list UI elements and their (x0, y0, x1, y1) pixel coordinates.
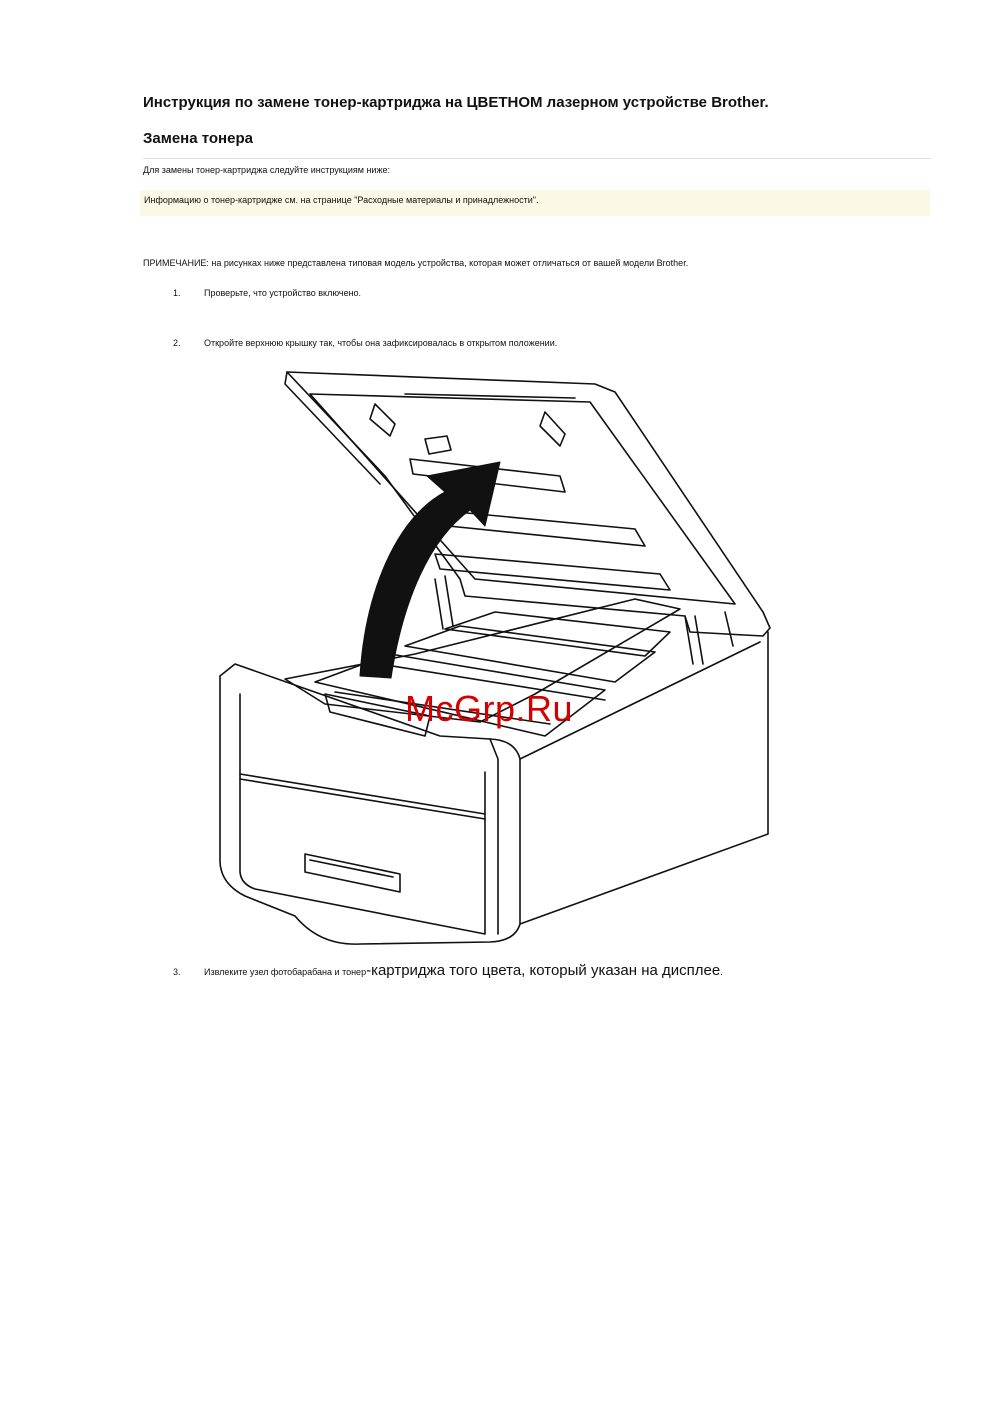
step-number: 3. (173, 967, 181, 977)
step-text-large: -картриджа того цвета, который указан на дисплее (366, 962, 721, 979)
step-1 (173, 288, 361, 298)
info-box (140, 190, 930, 216)
step-text-small: Извлеките узел фотобарабана и тонер (204, 967, 367, 977)
step-3 (173, 962, 723, 979)
watermark: McGrp.Ru (405, 688, 574, 729)
step-number: 2. (173, 338, 181, 348)
note-text: ПРИМЕЧАНИЕ: на рисунках ниже представлена типовая модель устройства, которая может отличаться от вашей модели Brother. (143, 258, 689, 268)
section-divider (143, 158, 931, 159)
step-text-end: . (720, 967, 723, 977)
printer-open-cover-illustration (215, 364, 775, 946)
section-heading: Замена тонера (143, 130, 253, 147)
step-text: Проверьте, что устройство включено. (204, 288, 362, 298)
info-box-text: Информацию о тонер-картридже см. на странице "Расходные материалы и принадлежности". (144, 195, 539, 205)
step-text: Откройте верхнюю крышку так, чтобы она зафиксировалась в открытом положении. (204, 338, 558, 348)
step-2 (173, 338, 557, 348)
step-number: 1. (173, 288, 181, 298)
intro-text: Для замены тонер-картриджа следуйте инструкциям ниже: (143, 165, 390, 175)
page-title: Инструкция по замене тонер-картриджа на ЦВЕТНОМ лазерном устройстве Brother. (143, 94, 769, 111)
